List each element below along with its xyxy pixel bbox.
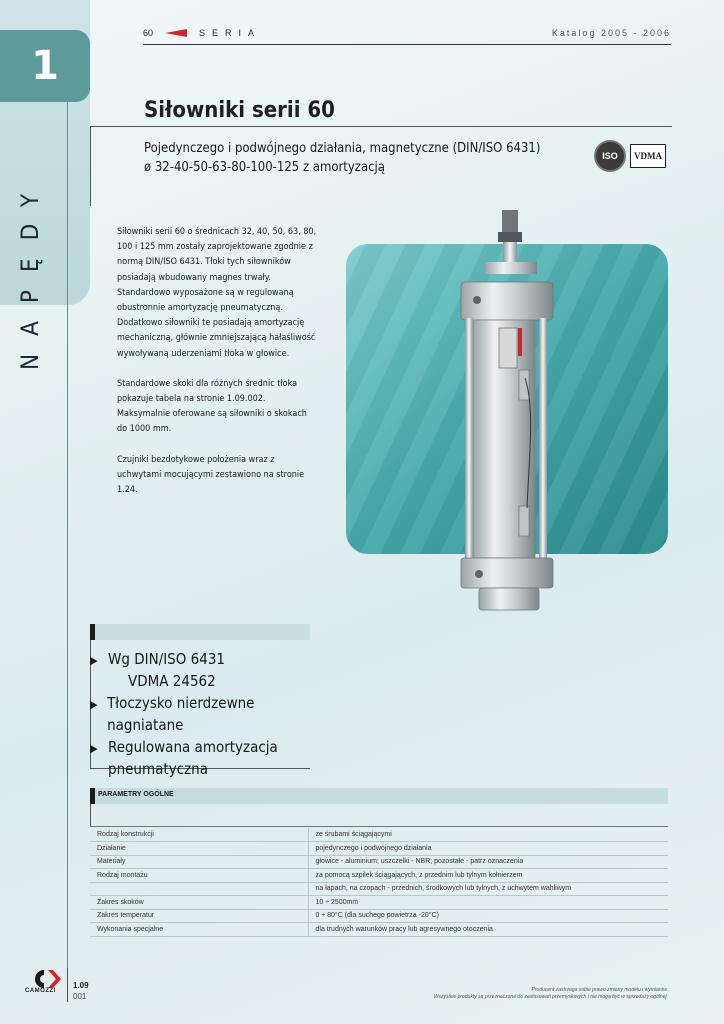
triangle-bullet-icon: ▶ [90,742,98,755]
param-key: Rodzaj montażu [90,869,308,883]
feature-line: Wg DIN/ISO 6431 [108,650,225,668]
chapter-tab[interactable] [0,30,90,102]
triangle-bullet-icon: ▶ [90,654,98,667]
feature-item [90,648,320,692]
feature-line: VDMA 24562 [128,672,216,690]
params-rule [90,826,668,827]
footer-vertical-rule [67,968,68,1002]
iso-logo-icon: ISO [594,140,626,172]
table-row [90,855,668,869]
param-value: na łapach, na czopach - przednich, środkowych lub tylnych, z uchwytem wahliwym [308,882,668,896]
footer-page-sub: 001 [73,992,87,1001]
table-row [90,923,668,937]
table-row [90,828,668,842]
description-paragraph: Czujniki bezdotykowe położenia wraz z uchwytami mocującymi zestawiono na stronie 1.24. [117,454,305,496]
page-header [143,26,671,52]
description-paragraph: Siłowniki serii 60 o średnicach 32, 40, 50, 63, 80, 100 i 125 mm zostały zaprojektowane zgodnie z normą DIN/ISO 6431. Tłoki tych siłowników posiadają wbudowany magnes trwały. Standardowo wyposażone są w regulowaną obustronnie amortyzację pneumatyczną. Dodatkowo siłowniki te posiadają amortyzację mechaniczną, głównie zmniejszającą hałaśliwość wywoływaną uderzeniami tłoka w głowice. [117,227,317,359]
subtitle [144,139,564,177]
pneumatic-cylinder-image [455,208,565,616]
footer-page-main: 1.09 [73,981,89,990]
description-paragraph: Standardowe skoki dla różnych średnic tłoka pokazuje tabela na stronie 1.09.002. Maksymalnie oferowane są siłowniki o skokach do 1000 mm. [117,378,307,435]
header-rule [143,44,671,45]
param-key: Zakres skoków [90,896,308,910]
triangle-bullet-icon: ▶ [90,698,98,711]
table-row [90,842,668,856]
params-header-bar [90,788,668,804]
brand-name: CAMOZZI [25,988,56,994]
params-table [90,828,668,937]
subtitle-line-2: ø 32-40-50-63-80-100-125 z amortyzacją [144,160,385,175]
title-vertical-rule [90,126,91,206]
footer-note-line: Producent zastrzega sobie prawo zmiany modelu i wymiarów. [531,987,668,993]
param-key: Działanie [90,842,308,856]
params-vertical-rule [90,804,91,826]
params-header-marker [90,788,95,804]
param-key: Materiały [90,855,308,869]
footer-note [434,987,668,1001]
features-bar [90,624,310,640]
param-value: ze śrubami ściągającymi [308,828,668,842]
param-key [90,882,308,896]
table-row [90,896,668,910]
feature-item [90,736,320,780]
feature-line: pneumatyczna [108,760,208,778]
description [117,225,317,513]
feature-list [90,648,320,780]
certification-logos [594,140,666,172]
header-catalog: Katalog 2005 - 2006 [551,28,671,38]
param-value: głowice - aluminium; uszczelki - NBR; pozostałe - patrz oznaczenia [308,855,668,869]
chapter-label: NAPĘDY [16,175,44,370]
table-row [90,869,668,883]
param-value: pojedynczego i podwójnego działania [308,842,668,856]
param-key: Rodzaj konstrukcji [90,828,308,842]
red-arrow-icon [165,29,187,37]
param-key: Zakres temperatur [90,909,308,923]
title-rule [90,126,672,127]
feature-line: Tłoczysko nierdzewne nagniatane [107,694,255,734]
page-title: Siłowniki serii 60 [144,98,335,123]
param-value: 0 ÷ 80°C (dla suchego powietrza -20°C) [308,909,668,923]
features-bar-marker [90,624,95,640]
param-key: Wykonania specjalne [90,923,308,937]
header-page-number: 60 [143,28,154,38]
header-series: SERIA [199,28,262,38]
param-value: za pomocą szpilek ściągających, z przednim lub tylnym kołnierzem [308,869,668,883]
vdma-logo-icon: VDMA [630,144,666,168]
footer-note-line: Wszystkie produkty są przeznaczone do zastosowań przemysłowych i nie mogą być w sprzedaży ogólnej. [433,994,668,1000]
table-row [90,882,668,896]
chapter-number: 1 [31,43,59,89]
subtitle-line-1: Pojedynczego i podwójnego działania, magnetyczne (DIN/ISO 6431) [144,141,541,156]
feature-item [90,692,320,736]
param-value: 10 ÷ 2500mm [308,896,668,910]
params-title: PARAMETRY OGÓLNE [98,791,174,798]
param-value: dla trudnych warunków pracy lub agresywnego otoczenia [308,923,668,937]
table-row [90,909,668,923]
side-divider [67,100,68,1000]
feature-line: Regulowana amortyzacja [108,738,278,756]
